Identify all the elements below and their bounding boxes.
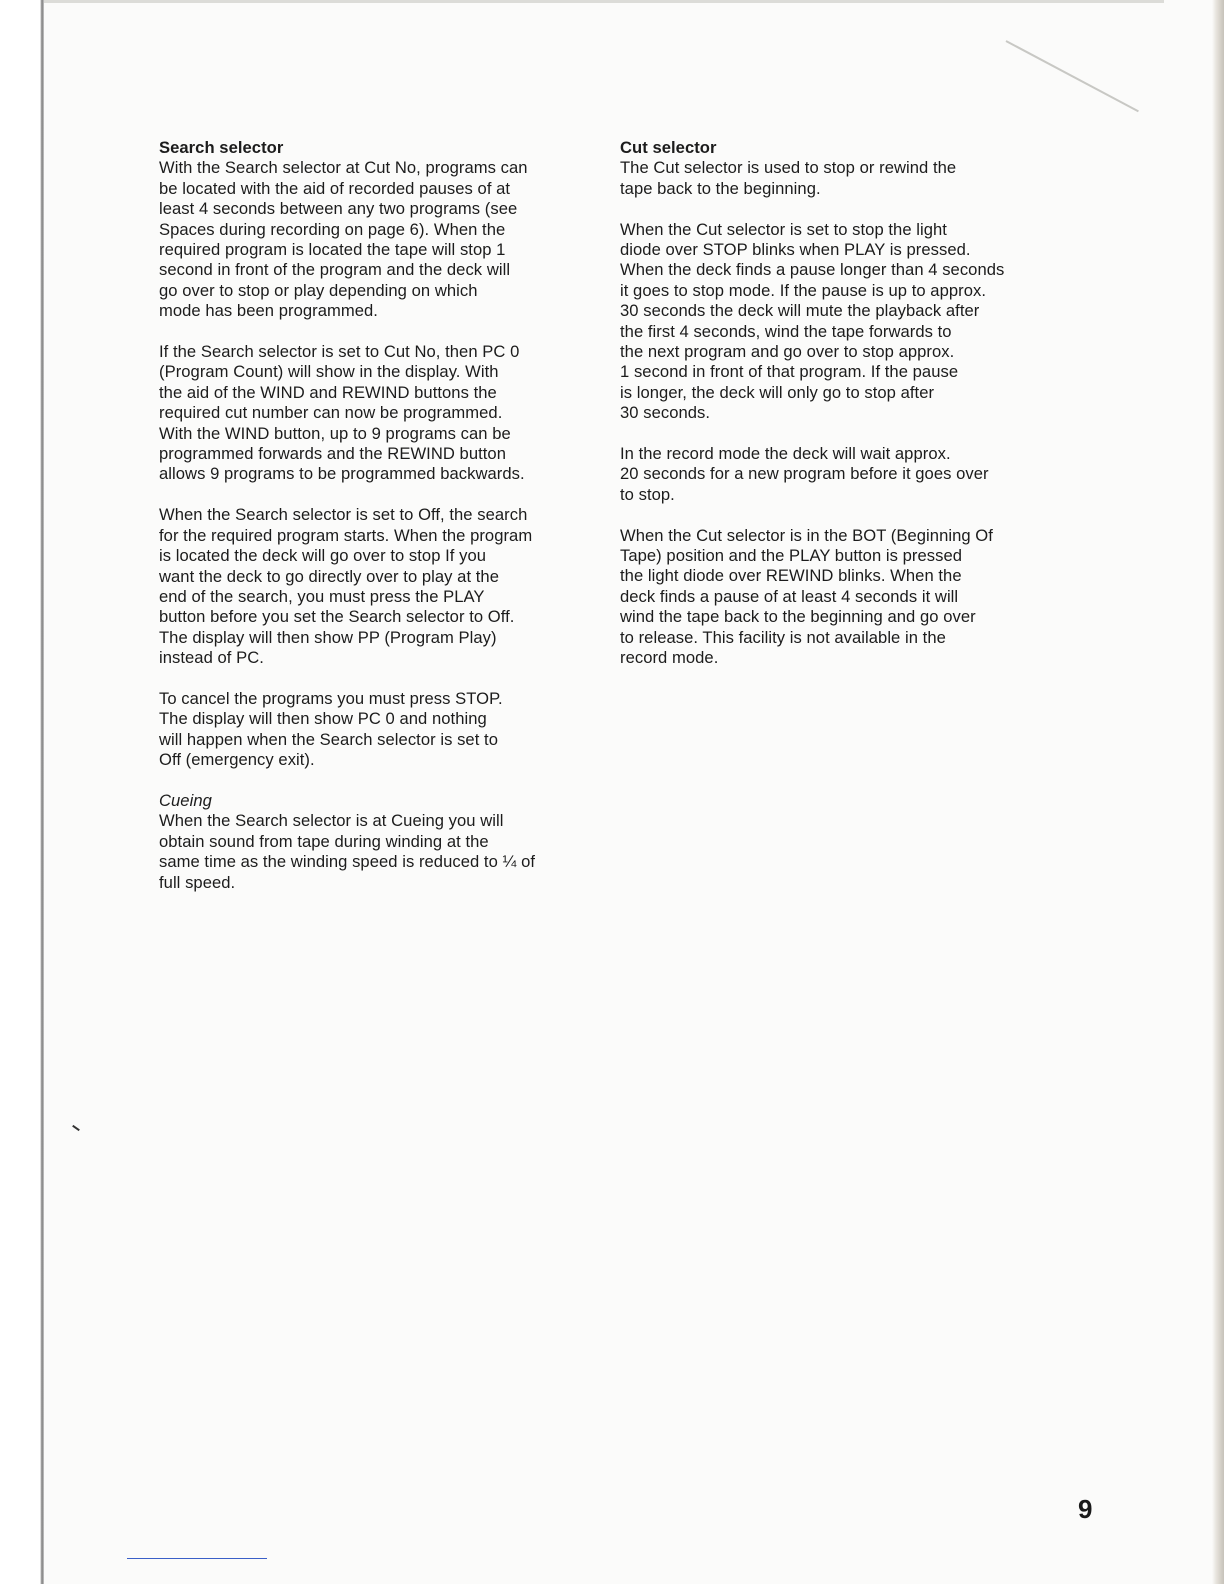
text-line: The display will then show PC 0 and nothing	[159, 709, 487, 729]
text-line: it goes to stop mode. If the pause is up to approx.	[620, 280, 986, 300]
text-line: If the Search selector is set to Cut No, then PC 0	[159, 342, 520, 362]
text-line: programmed forwards and the REWIND button	[159, 444, 506, 464]
text-line: Tape) position and the PLAY button is pressed	[620, 546, 963, 566]
scan-top-edge	[44, 0, 1164, 3]
text-line: When the Cut selector is set to stop the light	[620, 219, 947, 239]
text-line: When the Cut selector is in the BOT (Beginning Of	[620, 525, 993, 545]
text-line: mode has been programmed.	[159, 301, 378, 321]
text-line: instead of PC.	[159, 648, 264, 668]
text-line: In the record mode the deck will wait approx.	[620, 444, 951, 464]
text-line: the aid of the WIND and REWIND buttons the	[159, 382, 497, 402]
cueing-paragraph	[159, 811, 595, 893]
text-line: same time as the winding speed is reduced to ¼ of	[159, 852, 536, 872]
text-line: record mode.	[620, 648, 719, 668]
text-line: is located the deck will go over to stop If you	[159, 546, 487, 566]
cut-selector-heading: Cut selector	[620, 138, 717, 157]
text-line: to stop.	[620, 484, 675, 504]
search-selector-paragraph-1	[159, 158, 595, 321]
text-line: button before you set the Search selector to Off.	[159, 607, 515, 627]
cueing-heading: Cueing	[159, 790, 212, 810]
cut-selector-paragraph-1	[620, 158, 1050, 199]
scan-corner-mark	[127, 1558, 267, 1559]
text-line: With the Search selector at Cut No, programs can	[159, 158, 528, 178]
text-line: the first 4 seconds, wind the tape forwards to	[620, 321, 952, 341]
text-line: to release. This facility is not available in the	[620, 627, 946, 647]
page-fold-mark	[1006, 40, 1139, 112]
cut-selector-paragraph-3	[620, 444, 1050, 505]
text-line: is longer, the deck will only go to stop after	[620, 382, 935, 402]
text-line: Spaces during recording on page 6). When the	[159, 219, 506, 239]
text-line: will happen when the Search selector is set to	[159, 729, 498, 749]
search-selector-paragraph-2	[159, 342, 595, 485]
search-selector-paragraph-3	[159, 505, 595, 668]
text-line: When the deck finds a pause longer than 4 seconds	[620, 260, 1005, 280]
text-line: 30 seconds the deck will mute the playback after	[620, 301, 980, 321]
text-line: go over to stop or play depending on which	[159, 280, 478, 300]
text-line: When the Search selector is set to Off, the search	[159, 505, 528, 525]
cut-selector-paragraph-4	[620, 526, 1050, 669]
text-line: least 4 seconds between any two programs (see	[159, 199, 518, 219]
text-line: (Program Count) will show in the display. With	[159, 362, 499, 382]
text-line: allows 9 programs to be programmed backwards.	[159, 464, 525, 484]
scan-right-edge	[1164, 0, 1224, 1584]
text-line: With the WIND button, up to 9 programs can be	[159, 423, 511, 443]
search-selector-paragraph-4	[159, 689, 595, 771]
text-line: 1 second in front of that program. If the pause	[620, 362, 959, 382]
text-line: tape back to the beginning.	[620, 178, 821, 198]
text-line: required cut number can now be programmed.	[159, 403, 503, 423]
text-line: 30 seconds.	[620, 403, 711, 423]
right-column	[620, 138, 1050, 689]
text-line: Off (emergency exit).	[159, 750, 315, 770]
text-line: The display will then show PP (Program Play)	[159, 627, 497, 647]
text-line: diode over STOP blinks when PLAY is pressed.	[620, 240, 971, 260]
scan-speck	[72, 1125, 80, 1131]
left-column	[159, 138, 595, 913]
text-line: end of the search, you must press the PLAY	[159, 586, 485, 606]
search-selector-heading: Search selector	[159, 138, 284, 157]
text-line: full speed.	[159, 872, 236, 892]
text-line: deck finds a pause of at least 4 seconds it will	[620, 586, 959, 606]
text-line: The Cut selector is used to stop or rewind the	[620, 158, 957, 178]
text-line: second in front of the program and the deck will	[159, 260, 511, 280]
scan-left-edge	[0, 0, 44, 1584]
text-line: be located with the aid of recorded pauses of at	[159, 178, 511, 198]
cut-selector-paragraph-2	[620, 220, 1050, 424]
text-line: To cancel the programs you must press STOP.	[159, 688, 503, 708]
text-line: obtain sound from tape during winding at the	[159, 831, 489, 851]
text-line: the next program and go over to stop approx.	[620, 342, 955, 362]
text-line: required program is located the tape will stop 1	[159, 240, 506, 260]
text-line: want the deck to go directly over to play at the	[159, 566, 499, 586]
page-number: 9	[1078, 1494, 1093, 1524]
text-line: for the required program starts. When the program	[159, 525, 533, 545]
text-line: the light diode over REWIND blinks. When the	[620, 566, 962, 586]
text-line: When the Search selector is at Cueing you will	[159, 811, 504, 831]
text-line: 20 seconds for a new program before it goes over	[620, 464, 989, 484]
text-line: wind the tape back to the beginning and go over	[620, 607, 976, 627]
